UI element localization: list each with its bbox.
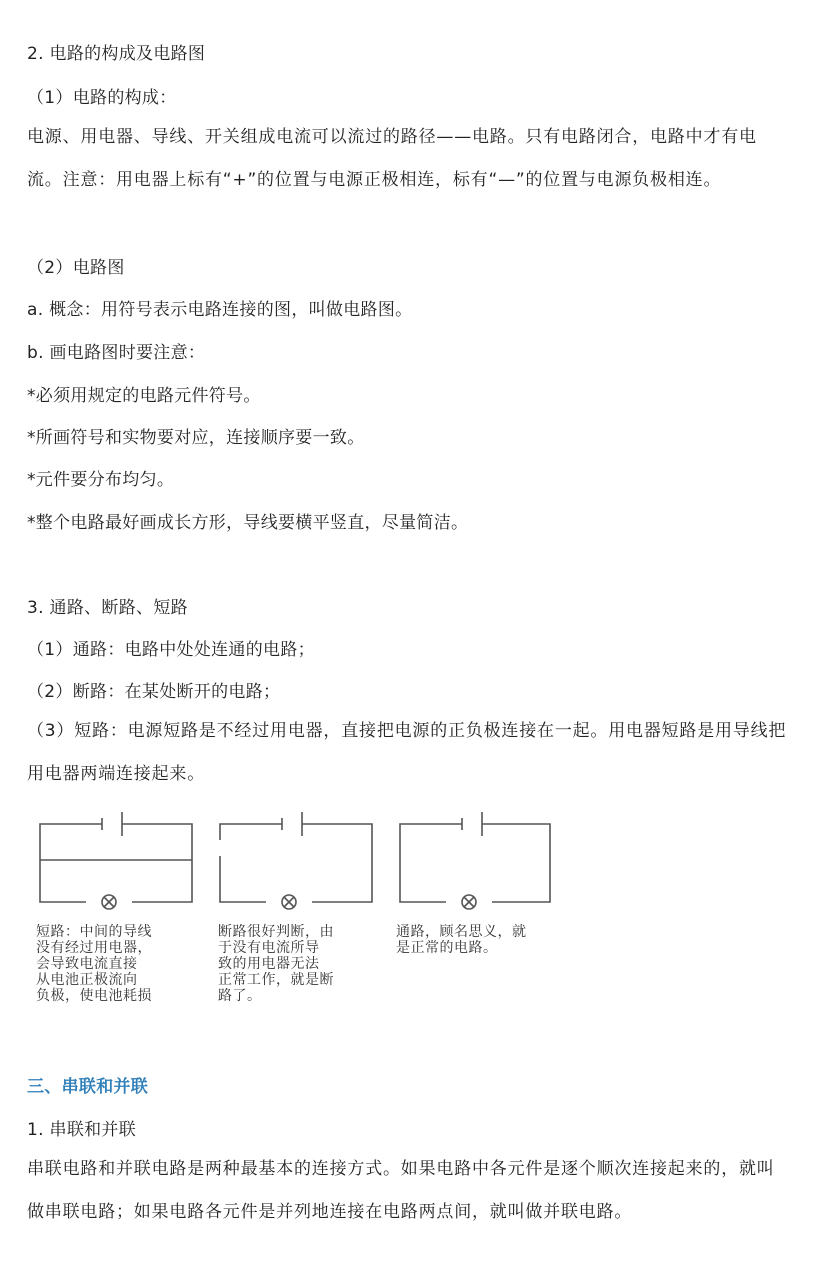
short-circuit-paragraph: （3）短路：电源短路是不经过用电器，直接把电源的正负极连接在一起。用电器短路是用导线把用电器两端连接起来。	[27, 721, 787, 784]
caption-line: 通路，顾名思义，就	[396, 924, 527, 940]
caption-line: 没有经过用电器，	[36, 940, 152, 956]
caption-line: 正常工作，就是断	[218, 972, 334, 988]
section-3-title: 3. 通路、断路、短路	[27, 598, 188, 618]
open-circuit-caption	[218, 924, 334, 1004]
closed-circuit-caption	[396, 924, 527, 956]
caption-line: 是正常的电路。	[396, 940, 498, 956]
circuit-composition-paragraph: 电源、用电器、导线、开关组成电流可以流过的路径——电路。只有电路闭合，电路中才有电流。注意：用电器上标有“+”的位置与电源正极相连，标有“—”的位置与电源负极相连。	[27, 127, 757, 190]
notes-heading: b. 画电路图时要注意：	[27, 343, 206, 363]
short-circuit-caption	[36, 924, 152, 1004]
subsection-2-title: （2）电路图	[27, 258, 125, 278]
series-parallel-subtitle: 1. 串联和并联	[27, 1120, 137, 1140]
note-item: *所画符号和实物要对应，连接顺序要一致。	[27, 428, 365, 448]
closed-circuit-diagram	[400, 812, 550, 909]
short-circuit-diagram	[40, 812, 192, 909]
series-parallel-heading: 三、串联和并联	[27, 1077, 149, 1097]
caption-line: 于没有电流所导	[218, 940, 320, 956]
subsection-1-title: （1）电路的构成：	[27, 88, 177, 108]
section-2-title: 2. 电路的构成及电路图	[27, 44, 206, 64]
circuit-diagrams-figure	[32, 810, 572, 914]
note-item: *必须用规定的电路元件符号。	[27, 386, 261, 406]
caption-line: 断路很好判断，由	[218, 924, 334, 940]
open-circuit-item: （2）断路：在某处断开的电路；	[27, 682, 281, 702]
circuit-diagrams-svg	[32, 810, 572, 910]
caption-line: 会导致电流直接	[36, 956, 138, 972]
caption-line: 致的用电器无法	[218, 956, 320, 972]
open-circuit-diagram	[220, 812, 372, 909]
caption-line: 短路：中间的导线	[36, 924, 152, 940]
caption-line: 路了。	[218, 988, 262, 1004]
caption-line: 负极，使电池耗损	[36, 988, 152, 1004]
closed-circuit-item: （1）通路：电路中处处连通的电路；	[27, 640, 315, 660]
caption-line: 从电池正极流向	[36, 972, 138, 988]
note-item: *元件要分布均匀。	[27, 470, 175, 490]
concept-line: a. 概念：用符号表示电路连接的图，叫做电路图。	[27, 300, 413, 320]
series-parallel-paragraph: 串联电路和并联电路是两种最基本的连接方式。如果电路中各元件是逐个顺次连接起来的，就叫做串联电路；如果电路各元件是并列地连接在电路两点间，就叫做并联电路。	[27, 1159, 775, 1222]
note-item: *整个电路最好画成长方形，导线要横平竖直，尽量简洁。	[27, 513, 469, 533]
